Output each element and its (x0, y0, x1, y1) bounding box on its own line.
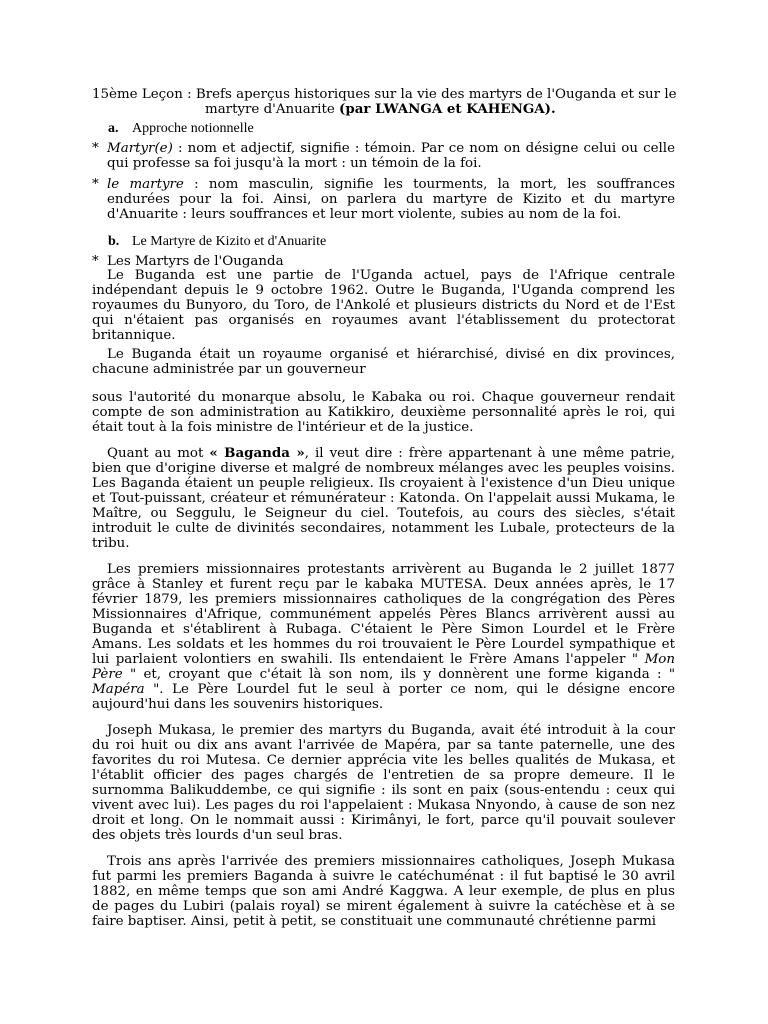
paragraph-text (92, 446, 675, 551)
section-a-marker: a. (108, 121, 119, 136)
title-line-2 (92, 102, 682, 117)
lesson-title (92, 87, 682, 117)
title-authors: (par LWANGA et KAHENGA). (339, 101, 556, 117)
paragraph-joseph-mukasa (92, 723, 675, 843)
bullet-star: * (92, 141, 99, 156)
definition-body: : nom masculin, signifie les tourments, la mort, les souffrances endurées pour la foi. Ainsi, on parlera du martyre de Kizito et du martyre d'Anuarite : leurs souffrances et leur mort violente, subies au nom de la foi. (107, 177, 675, 222)
section-b-label: Le Martyre de Kizito et d'Anuarite (132, 234, 327, 249)
section-b-marker: b. (108, 234, 120, 249)
paragraph-kabaka (92, 390, 675, 435)
italic-mon-pere: Mon Père (92, 652, 675, 682)
section-a-label: Approche notionnelle (132, 121, 254, 136)
bullet-star: * (92, 177, 99, 192)
paragraph-text: sous l'autorité du monarque absolu, le Kabaka ou roi. Chaque gouverneur rendait compte de son administration au Katikkiro, deuxième personnalité après le roi, qui était tout à la fois ministre de l'intérieur et de la justice. (92, 390, 675, 435)
paragraph-text: Le Buganda était un royaume organisé et hiérarchisé, divisé en dix provinces, chacune administrée par un gouverneur (92, 347, 675, 377)
paragraph-baganda (92, 446, 675, 551)
definition-text (107, 141, 675, 171)
text-run: " et, croyant que c'était là son nom, ils y donnèrent une forme kiganda : " (122, 667, 675, 682)
subsection-martyrs-ouganda (92, 254, 675, 269)
paragraph-text: Joseph Mukasa, le premier des martyrs du Buganda, avait été introduit à la cour du roi huit ou dix ans avant l'arrivée de Mapéra, par sa tante paternelle, une des favorites du roi Mutesa. Ce dernier apprécia vite les belles qualités de Mukasa, et l'établit officier des pages chargés de l'entretien de sa propre demeure. Il le surnomma Balikuddembe, ce qui signifie : ils sont en paix (sous-entendu : ceux qui vivent avec lui). Les pages du roi l'appelaient : Mukasa Nnyondo, à cause de son nez droit et long. On le nommait aussi : Kirimânyi, le fort, parce qu'il pouvait soulever des objets très lourds d'un seul bras. (92, 723, 675, 843)
section-a-heading (108, 121, 254, 136)
paragraph-text: Trois ans après l'arrivée des premiers missionnaires catholiques, Joseph Mukasa fut parmi les premiers Baganda à suivre le catéchuménat : il fut baptisé le 30 avril 1882, en même temps que son ami André Kaggwa. A leur exemple, de plus en plus de pages du Lubiri (palais royal) se mirent également à suivre la catéchèse et à se faire baptiser. Ainsi, petit à petit, se constituait une communauté chrétienne parmi (92, 854, 675, 929)
text-run: , il veut dire : frère appartenant à une même patrie, bien que d'origine diverse et malgré de nombreux mélanges avec les peuples voisins. Les Baganda étaient un peuple religieux. Ils croyaient à l'existence d'un Dieu unique et Tout-puissant, créateur et rémunérateur : Katonda. On l'appelait aussi Mukama, le Maître, ou Seggulu, le Seigneur du ciel. Toutefois, au cours des siècles, s'était introduit le culte de divinités secondaires, notamment les Lubale, protecteurs de la tribu. (92, 446, 676, 551)
text-run: . Le Père Lourdel fut le seul à porter ce nom, qui le désigne encore aujourd'hui dans les souvenirs historiques. (92, 682, 675, 712)
definition-term: le martyre (107, 177, 184, 192)
text-run: Les premiers missionnaires protestants arrivèrent au Buganda le 2 juillet 1877 grâce à Stanley et furent reçu par le kabaka MUTESA. Deux années après, le 17 février 1879, les premiers missionnaires catholiques de la congrégation des Pères Missionnaires d'Afrique, communément appelés Pères Blancs arrivèrent aussi au Buganda et s'établirent à Rubaga. C'étaient le Père Simon Lourdel et le Frère Amans. Les soldats et les hommes du roi trouvaient le Père Lourdel sympathique et lui parlaient volontiers en swahili. Ils entendaient le Frère Amans l'appeler " (92, 562, 675, 667)
bullet-star: * (92, 254, 99, 269)
title-line-2-text: martyre d'Anuarite (205, 102, 340, 117)
paragraph-royaume (92, 347, 675, 377)
term-baganda: « Baganda » (209, 445, 305, 461)
definition-martyr (92, 141, 675, 171)
definition-le-martyre (92, 177, 675, 222)
definition-term: Martyr(e) (107, 141, 173, 156)
subsection-label: Les Martyrs de l'Ouganda (107, 254, 284, 269)
title-line-1: 15ème Leçon : Brefs aperçus historiques sur la vie des martyrs de l'Ouganda et sur le (92, 87, 677, 102)
definition-text (107, 177, 675, 222)
paragraph-text: Le Buganda est une partie de l'Uganda actuel, pays de l'Afrique centrale indépendant depuis le 9 octobre 1962. Outre le Buganda, l'Uganda comprend les royaumes du Bunyoro, du Toro, de l'Ankolé et plusieurs districts du Nord et de l'Est qui n'étaient pas organisés en royaumes avant l'établissement du protectorat britannique. (92, 268, 675, 343)
text-run: Quant au mot (107, 446, 210, 461)
italic-mapera: Mapéra " (92, 682, 160, 697)
definition-body: : nom et adjectif, signifie : témoin. Par ce nom on désigne celui ou celle qui professe sa foi jusqu'à la mort : un témoin de la foi. (107, 141, 675, 171)
paragraph-text (92, 562, 675, 712)
paragraph-missionnaires (92, 562, 675, 712)
section-b-heading (108, 234, 326, 249)
paragraph-bapteme (92, 854, 675, 929)
paragraph-buganda-intro (92, 268, 675, 343)
